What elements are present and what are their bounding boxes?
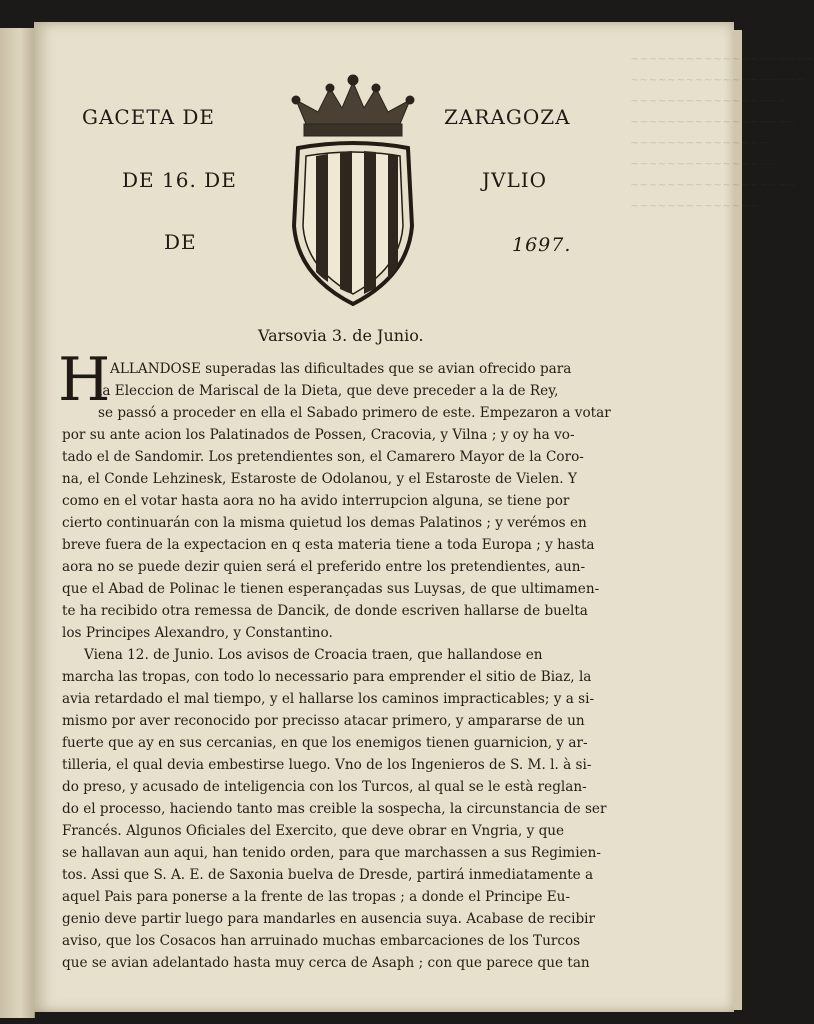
text-line: te ha recibido otra remessa de Dancik, de donde escriven hallarse de buelta xyxy=(62,603,588,619)
text-line: avia retardado el mal tiempo, y el hallarse los caminos impracticables; y a si- xyxy=(62,691,595,707)
text-line: aviso, que los Cosacos han arruinado muchas embarcaciones de los Turcos xyxy=(62,933,581,949)
masthead-gaceta-de: GACETA DE xyxy=(82,105,216,129)
text-line: Francés. Algunos Oficiales del Exercito, que deve obrar en Vngria, y que xyxy=(62,823,565,839)
bleed-through-text: ~~~~~~~~~~~~~~~~~~~~ ~~~~~~~~~~~~~~~~~~~ ~~~~~~~~~~~~~~~~~ ~~~~~~~~~~~~~~~~~~ ~~~~~~~~~~~~~~~ ~~~~~~~~~~~~~~~~ ~~~~~~~~~~~~~~~~~~ ~~~~~~~~~~~~~~ xyxy=(630,52,814,212)
previous-page-edge xyxy=(0,28,35,1018)
text-line: ALLANDOSE superadas las dificultades que se avian ofrecido para xyxy=(110,361,572,377)
text-line: mismo por aver reconocido por precisso atacar primero, y ampararse de un xyxy=(62,713,585,729)
text-line: tado el de Sandomir. Los pretendientes son, el Camarero Mayor de la Coro- xyxy=(62,449,584,465)
text-line: breve fuera de la expectacion en q esta materia tiene a toda Europa ; y hasta xyxy=(62,537,595,553)
text-line: la Eleccion de Mariscal de la Dieta, que deve preceder a la de Rey, xyxy=(98,383,559,399)
dateline-varsovia: Varsovia 3. de Junio. xyxy=(258,326,424,345)
text-line: fuerte que ay en sus cercanias, en que los enemigos tienen guarnicion, y ar- xyxy=(62,735,588,751)
text-line: tos. Assi que S. A. E. de Saxonia buelva de Dresde, partirá inmediatamente a xyxy=(62,867,594,883)
text-line: genio deve partir luego para mandarles en ausencia suya. Acabase de recibir xyxy=(62,911,596,927)
drop-cap: H xyxy=(58,345,111,415)
text-line: do preso, y acusado de inteligencia con los Turcos, al qual se le està reglan- xyxy=(62,779,587,795)
masthead-de-16-de: DE 16. DE xyxy=(122,168,237,192)
text-line: aquel Pais para ponerse a la frente de las tropas ; a donde el Principe Eu- xyxy=(62,889,571,905)
text-line: tilleria, el qual devia embestirse luego. Vno de los Ingenieros de S. M. l. à si- xyxy=(62,757,592,773)
text-line: por su ante acion los Palatinados de Possen, Cracovia, y Vilna ; y oy ha vo- xyxy=(62,427,575,443)
text-line: na, el Conde Lehzinesk, Estaroste de Odolanou, y el Estaroste de Vielen. Y xyxy=(62,471,577,487)
text-line: marcha las tropas, con todo lo necessario para emprender el sitio de Biaz, la xyxy=(62,669,592,685)
text-line: que el Abad de Polinac le tienen esperançadas sus Luysas, de que ultimamen- xyxy=(62,581,600,597)
masthead-julio: JVLIO xyxy=(482,168,548,192)
text-line: se passó a proceder en ella el Sabado primero de este. Empezaron a votar xyxy=(98,405,611,421)
text-line: cierto continuarán con la misma quietud los demas Palatinos ; y verémos en xyxy=(62,515,587,531)
text-line: que se avian adelantado hasta muy cerca de Asaph ; con que parece que tan xyxy=(62,955,590,971)
masthead-year: 1697. xyxy=(512,234,572,256)
text-line: do el processo, haciendo tanto mas creible la sospecha, la circunstancia de ser xyxy=(62,801,607,817)
text-line: como en el votar hasta aora no ha avido interrupcion alguna, se tiene por xyxy=(62,493,570,509)
text-line: se hallavan aun aqui, han tenido orden, para que marchassen a sus Regimien- xyxy=(62,845,601,861)
text-line: los Principes Alexandro, y Constantino. xyxy=(62,625,333,641)
text-line: Viena 12. de Junio. Los avisos de Croacia traen, que hallandose en xyxy=(84,647,543,663)
masthead-de: DE xyxy=(164,230,197,254)
aragon-crest-icon xyxy=(268,66,438,310)
masthead-zaragoza: ZARAGOZA xyxy=(444,105,571,129)
text-line: aora no se puede dezir quien será el preferido entre los pretendientes, aun- xyxy=(62,559,586,575)
